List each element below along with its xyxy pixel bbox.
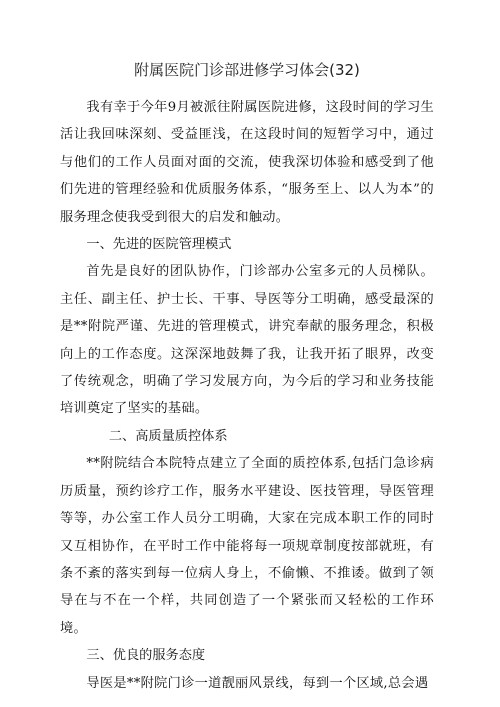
document-title: 附属医院门诊部进修学习体会(32) [134,61,360,79]
section-2-heading: 二、高质量质控体系 [108,428,228,444]
section-1-body: 首先是良好的团队协作，门诊部办公室多元的人员梯队。主任、副主任、护士长、干事、导医等分工明确，感受最深的是**附院严谨、先进的管理模式，讲究奉献的服务理念，积极向上的工作态度。这深深地鼓舞了我，让我开拓了眼界，改变了传统观念，明确了学习发展方向，为今后的学习和业务技能培训奠定了坚实的基础。 [60,264,434,417]
section-3-body: 导医是**附院门诊一道靓丽风景线，每到一个区域,总会遇 [86,675,429,691]
section-2-body: **附院结合本院特点建立了全面的质控体系,包括门急诊病历质量，预约诊疗工作，服务水平建设、医技管理，导医管理等等，办公室工作人员分工明确，大家在完成本职工作的同时又互相协作，在平时工作中能将每一项规章制度按部就班，有条不紊的落实到每一位病人身上，不偷懒、不推诿。做到了领导在与不在一个样，共同创造了一个紧张而又轻松的工作环境。 [60,456,434,636]
section-3-heading: 三、优良的服务态度 [86,648,206,664]
intro-paragraph: 我有幸于今年9月被派往附属医院进修，这段时间的学习生活让我回味深刻、受益匪浅，在这段时间的短暂学习中，通过与他们的工作人员面对面的交流，使我深切体验和感受到了他们先进的管理经验和优质服务体系，“服务至上、以人为本”的服务理念使我受到很大的启发和触动。 [60,100,434,225]
section-1-heading: 一、先进的医院管理模式 [86,237,232,253]
